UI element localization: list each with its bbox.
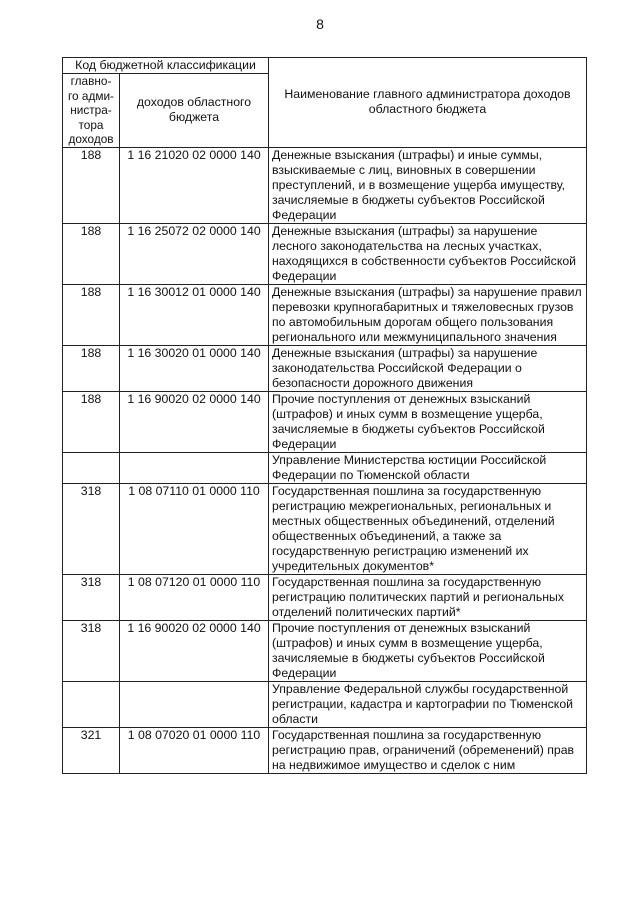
admin-code-cell: 318 (63, 483, 120, 574)
budget-classification-table (62, 57, 587, 774)
income-code-cell: 1 16 21020 02 0000 140 (120, 147, 269, 223)
income-code-cell: 1 16 25072 02 0000 140 (120, 223, 269, 284)
section-title: Управление Федеральной службы государственной регистрации, кадастра и картографии по Тюменской области (269, 681, 587, 727)
table-row (63, 574, 587, 620)
income-name-cell: Государственная пошлина за государственную регистрацию межрегиональных, региональных и местных общественных объединений, отделений общественных объединений, а также за государственную регистрацию изменений их учредительных документов* (269, 483, 587, 574)
header-regional-income: доходов областного бюджета (120, 74, 269, 148)
table-row (63, 620, 587, 681)
section-header-row (63, 452, 587, 483)
income-name-cell: Прочие поступления от денежных взысканий (штрафов) и иных сумм в возмещение ущерба, зачисляемые в бюджеты субъектов Российской Федерации (269, 391, 587, 452)
table-row (63, 345, 587, 391)
income-code-cell: 1 16 90020 02 0000 140 (120, 620, 269, 681)
section-title: Управление Министерства юстиции Российской Федерации по Тюменской области (269, 452, 587, 483)
income-code-cell: 1 08 07020 01 0000 110 (120, 727, 269, 773)
admin-code-cell: 321 (63, 727, 120, 773)
admin-code-cell: 188 (63, 147, 120, 223)
empty-kbk-cell (120, 681, 269, 727)
income-name-cell: Денежные взыскания (штрафы) за нарушение лесного законодательства на лесных участках, находящихся в собственности субъектов Российской Федерации (269, 223, 587, 284)
income-name-cell: Денежные взыскания (штрафы) за нарушение законодательства Российской Федерации о безопасности дорожного движения (269, 345, 587, 391)
header-budget-code: Код бюджетной классификации (63, 58, 269, 74)
header-admin-name: Наименование главного администратора доходов областного бюджета (269, 58, 587, 148)
section-header-row (63, 681, 587, 727)
income-name-cell: Прочие поступления от денежных взысканий (штрафов) и иных сумм в возмещение ущерба, зачисляемые в бюджеты субъектов Российской Федерации (269, 620, 587, 681)
admin-code-cell: 188 (63, 284, 120, 345)
table-row (63, 284, 587, 345)
admin-code-cell: 318 (63, 620, 120, 681)
table-row (63, 727, 587, 773)
table-row (63, 147, 587, 223)
income-name-cell: Денежные взыскания (штрафы) за нарушение правил перевозки крупногабаритных и тяжеловесных грузов по автомобильным дорогам общего пользования регионального или межмуниципального значения (269, 284, 587, 345)
header-chief-admin: главно-го адми-нистра-тора доходов (63, 74, 120, 148)
admin-code-cell: 188 (63, 345, 120, 391)
empty-kbk-cell (120, 452, 269, 483)
admin-code-cell: 318 (63, 574, 120, 620)
page-number: 8 (316, 16, 324, 32)
income-name-cell: Государственная пошлина за государственную регистрацию политических партий и региональных отделений политических партий* (269, 574, 587, 620)
income-code-cell: 1 08 07120 01 0000 110 (120, 574, 269, 620)
table-row (63, 483, 587, 574)
income-code-cell: 1 16 30012 01 0000 140 (120, 284, 269, 345)
empty-admin-cell (63, 452, 120, 483)
table-header-group-row (63, 58, 587, 74)
income-name-cell: Денежные взыскания (штрафы) и иные суммы, взыскиваемые с лиц, виновных в совершении преступлений, и в возмещение ущерба имуществу, зачисляемые в бюджеты субъектов Российской Федерации (269, 147, 587, 223)
income-name-cell: Государственная пошлина за государственную регистрацию прав, ограничений (обременений) прав на недвижимое имущество и сделок с ним (269, 727, 587, 773)
income-code-cell: 1 08 07110 01 0000 110 (120, 483, 269, 574)
table-row (63, 223, 587, 284)
income-code-cell: 1 16 90020 02 0000 140 (120, 391, 269, 452)
empty-admin-cell (63, 681, 120, 727)
table-row (63, 391, 587, 452)
admin-code-cell: 188 (63, 223, 120, 284)
admin-code-cell: 188 (63, 391, 120, 452)
income-code-cell: 1 16 30020 01 0000 140 (120, 345, 269, 391)
